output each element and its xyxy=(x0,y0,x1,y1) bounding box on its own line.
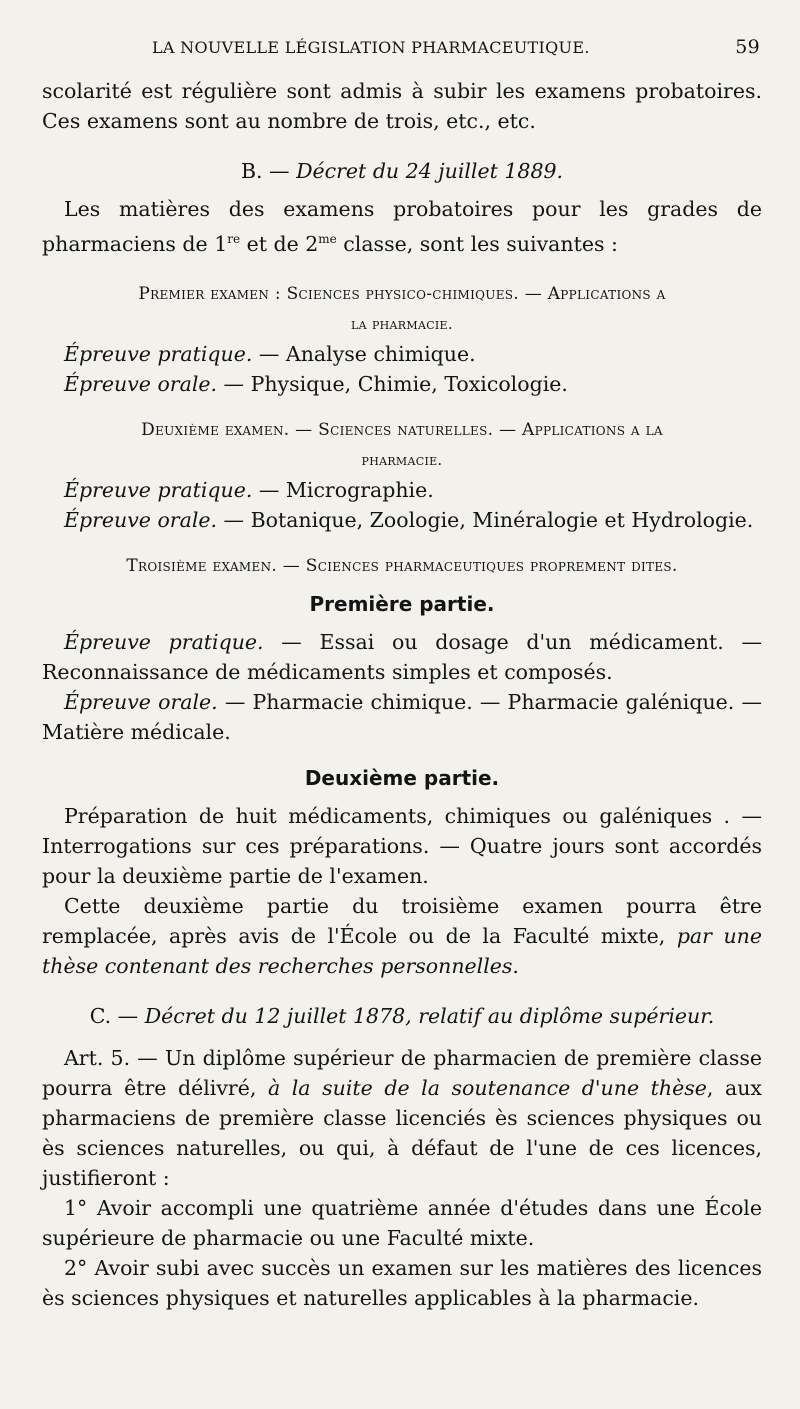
part1-orale-label: Épreuve orale. xyxy=(64,689,218,714)
exam1-heading-cont: la pharmacie. xyxy=(351,314,453,333)
intro-part-a: Les matières des examens probatoires pour les grades de pharmaciens de 1 xyxy=(42,197,762,256)
running-title: LA NOUVELLE LÉGISLATION PHARMACEUTIQUE. xyxy=(152,38,590,57)
part2-text-2 xyxy=(42,891,762,981)
intro-part-b: et de 2 xyxy=(240,231,319,256)
condition-1: 1° Avoir accompli une quatrième année d'études dans une École supérieure de pharmacie ou une Faculté mixte. xyxy=(42,1195,762,1250)
exam2-heading-cont: pharmacie. xyxy=(361,450,443,469)
exam2-orale xyxy=(42,505,762,535)
article-5-part-b: à la suite de la soutenance d'une thèse xyxy=(267,1075,707,1100)
section-b-label: B. — xyxy=(240,159,290,183)
part2-text-2a: Cette deuxième partie du troisième examen pourra être remplacée, après avis de l'École ou de la Faculté mixte, xyxy=(42,893,762,948)
part2-title: Deuxième partie. xyxy=(304,765,500,790)
part2-text: Préparation de huit médicaments, chimiques ou galéniques . — Interrogations sur ces préparations. — Quatre jours sont accordés pour la deuxième partie de l'examen. xyxy=(42,803,762,888)
exam1-orale-text: — Physique, Chimie, Toxicologie. xyxy=(217,371,568,396)
intro-sup-2: me xyxy=(318,232,337,246)
exam1-pratique-label: Épreuve pratique. xyxy=(64,341,253,366)
running-head xyxy=(60,38,760,62)
exam2-pratique xyxy=(42,475,762,505)
part1-orale xyxy=(42,687,762,747)
section-b-decree: Décret du 24 juillet 1889. xyxy=(296,159,564,183)
article-5-part-a: Art. 5. — Un diplôme supérieur de pharmacien de première classe pourra être délivré, xyxy=(42,1045,762,1100)
exam1-pratique xyxy=(42,339,762,369)
part1-pratique-label: Épreuve pratique. xyxy=(64,629,264,654)
condition-2: 2° Avoir subi avec succès un examen sur les matières des licences ès sciences physiques et naturelles applicables à la pharmacie. xyxy=(42,1255,762,1310)
opening-paragraph: scolarité est régulière sont admis à subir les examens probatoires. Ces examens sont au nombre de trois, etc., etc. xyxy=(42,79,762,133)
section-c-decree: Décret du 12 juillet 1878, relatif au diplôme supérieur. xyxy=(144,1003,715,1028)
exam1-pratique-text: — Analyse chimique. xyxy=(252,341,476,366)
part1-title: Première partie. xyxy=(309,591,495,616)
intro-part-c: classe, sont les suivantes : xyxy=(336,231,618,256)
section-b-heading xyxy=(42,156,762,186)
page-body xyxy=(42,76,762,1313)
part1-orale-text: — Pharmacie chimique. — Pharmacie galénique. — Matière médicale. xyxy=(42,689,762,744)
exam2-heading: Deuxième examen. — Sciences naturelles. — Applications a la xyxy=(141,419,663,440)
exam1-heading: Premier examen : Sciences physico-chimiques. — Applications a xyxy=(138,283,666,304)
article-5 xyxy=(42,1043,762,1193)
part2-text-2b: par une thèse contenant des recherches personnelles. xyxy=(42,923,762,978)
page-number: 59 xyxy=(735,36,760,58)
exam2-pratique-text: — Micrographie. xyxy=(252,477,434,502)
section-c-heading xyxy=(42,1001,762,1031)
section-c-label: C. — xyxy=(89,1003,139,1028)
exam1-orale xyxy=(42,369,762,399)
exam3-heading: Troisième examen. — Sciences pharmaceutiques proprement dites. xyxy=(126,555,678,576)
part1-pratique-text: — Essai ou dosage d'un médicament. — Reconnaissance de médicaments simples et composés. xyxy=(42,629,762,684)
intro-sup-1: re xyxy=(227,232,241,246)
exam2-pratique-label: Épreuve pratique. xyxy=(64,477,253,502)
exam2-orale-label: Épreuve orale. xyxy=(64,507,218,532)
exam1-orale-label: Épreuve orale. xyxy=(64,371,218,396)
part1-pratique xyxy=(42,627,762,687)
exam2-orale-text: — Botanique, Zoologie, Minéralogie et Hydrologie. xyxy=(217,507,754,532)
article-5-part-c: , aux pharmaciens de première classe licenciés ès sciences physiques ou ès sciences naturelles, ou qui, à défaut de l'une de ces licences, justifieront : xyxy=(42,1075,762,1190)
section-b-intro xyxy=(42,194,762,259)
